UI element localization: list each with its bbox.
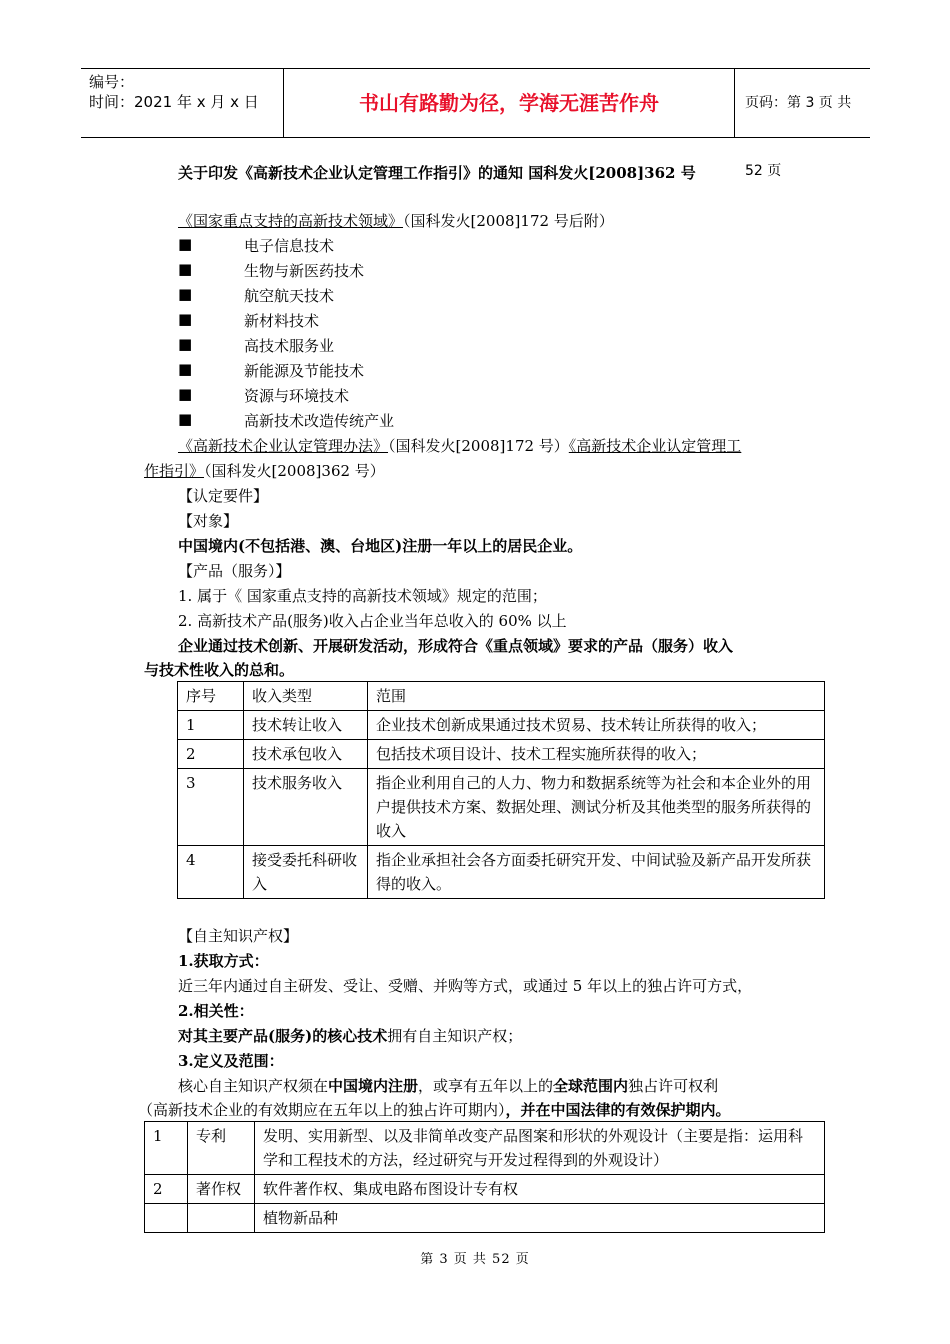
domains-note: （国科发火[2008]172 号后附） [403, 212, 614, 230]
header-page-label: 页码：第 3 页 共 52 页 [745, 95, 852, 179]
table-cell: 企业技术创新成果通过技术贸易、技术转让所获得的收入； [368, 711, 825, 740]
domain-item: 新能源及节能技术 [244, 362, 365, 380]
table-cell: 1 [145, 1122, 188, 1175]
table-row [178, 769, 825, 846]
bullet-icon: ■ [178, 310, 193, 328]
table-cell: 2 [145, 1175, 188, 1204]
table-cell [188, 1204, 255, 1233]
ip-def-text: ，或享有五年以上的 [418, 1077, 554, 1095]
ip-definition-line-2 [138, 1099, 731, 1120]
domain-item: 电子信息技术 [244, 237, 335, 255]
table-cell: 包括技术项目设计、技术工程实施所获得的收入； [368, 740, 825, 769]
bullet-icon: ■ [178, 285, 193, 303]
product-heading: 【产品（服务）】 [178, 562, 291, 580]
income-definition-line-2: 与技术性收入的总和。 [144, 661, 295, 679]
domain-item: 高新技术改造传统产业 [244, 412, 395, 430]
ip-relevance-text [178, 1025, 522, 1046]
measures-reference [178, 435, 741, 456]
table-cell: 软件著作权、集成电路布图设计专有权 [255, 1175, 825, 1204]
product-item-2: 2. 高新技术产品(服务)收入占企业当年总收入的 60% 以上 [178, 612, 567, 630]
guide-reference [144, 460, 385, 481]
page-footer: 第 3 页 共 52 页 [420, 1252, 530, 1267]
ip-table [144, 1121, 825, 1233]
table-cell: 植物新品种 [255, 1204, 825, 1233]
product-item-1: 1. 属于《 国家重点支持的高新技术领域》规定的范围； [178, 587, 547, 605]
header-cell: 序号 [178, 682, 244, 711]
bullet-icon: ■ [178, 335, 193, 353]
measures-note: （国科发火[2008]172 号） [388, 437, 569, 455]
ip-def-text: （高新技术企业的有效期应在五年以上的独占许可期内） [138, 1101, 506, 1119]
guide-note: （国科发火[2008]362 号） [204, 462, 385, 480]
table-cell: 著作权 [188, 1175, 255, 1204]
table-header-row [178, 682, 825, 711]
table-cell: 指企业利用自己的人力、物力和数据系统等为社会和本企业外的用户提供技术方案、数据处理、测试分析及其他类型的服务所获得的收入 [368, 769, 825, 846]
domain-item: 高技术服务业 [244, 337, 335, 355]
table-cell: 技术承包收入 [244, 740, 368, 769]
header-meta [81, 69, 283, 137]
header-motto: 书山有路勤为径，学海无涯苦作舟 [283, 69, 735, 137]
table-cell [145, 1204, 188, 1233]
table-cell: 技术转让收入 [244, 711, 368, 740]
bullet-icon: ■ [178, 260, 193, 278]
ip-definition-line-1 [178, 1075, 718, 1096]
table-row [178, 740, 825, 769]
table-row [178, 711, 825, 740]
ip-acquisition-heading: 1.获取方式： [178, 952, 269, 970]
ip-relevance-bold: 对其主要产品(服务)的核心技术 [178, 1027, 388, 1045]
header-cell: 范围 [368, 682, 825, 711]
table-cell: 3 [178, 769, 244, 846]
bullet-icon: ■ [178, 410, 193, 428]
table-cell: 接受委托科研收入 [244, 846, 368, 899]
bullet-icon: ■ [178, 385, 193, 403]
ip-def-text: 独占许可权利 [628, 1077, 719, 1095]
date-label: 时间：2021 年 x 月 x 日 [89, 93, 259, 111]
ip-def-bold: 中国境内注册 [328, 1077, 419, 1095]
ip-def-text: 核心自主知识产权须在 [178, 1077, 329, 1095]
header-cell: 收入类型 [244, 682, 368, 711]
table-row [178, 846, 825, 899]
ip-relevance-rest: 拥有自主知识产权； [387, 1027, 523, 1045]
requirements-heading: 【认定要件】 [178, 487, 269, 505]
bullet-icon: ■ [178, 360, 193, 378]
guide-link-cont[interactable]: 作指引》 [144, 462, 205, 480]
table-row [145, 1122, 825, 1175]
ip-heading: 【自主知识产权】 [178, 927, 299, 945]
number-label: 编号： [89, 73, 135, 91]
object-text: 中国境内(不包括港、澳、台地区)注册一年以上的居民企业。 [178, 537, 583, 555]
guide-link[interactable]: 《高新技术企业认定管理工 [568, 437, 742, 455]
domain-item: 资源与环境技术 [244, 387, 350, 405]
object-heading: 【对象】 [178, 512, 239, 530]
table-cell: 指企业承担社会各方面委托研究开发、中间试验及新产品开发所获得的收入。 [368, 846, 825, 899]
domains-reference [178, 210, 614, 231]
domain-item: 新材料技术 [244, 312, 320, 330]
table-cell: 发明、实用新型、以及非简单改变产品图案和形状的外观设计（主要是指：运用科学和工程技术的方法，经过研究与开发过程得到的外观设计） [255, 1122, 825, 1175]
table-row [145, 1175, 825, 1204]
domain-item: 航空航天技术 [244, 287, 335, 305]
domains-link[interactable]: 《国家重点支持的高新技术领域》 [178, 212, 404, 230]
ip-def-bold: ，并在中国法律的有效保护期内。 [505, 1101, 731, 1119]
table-cell: 4 [178, 846, 244, 899]
ip-relevance-heading: 2.相关性： [178, 1002, 254, 1020]
ip-def-bold: 全球范围内 [553, 1077, 629, 1095]
document-title: 关于印发《高新技术企业认定管理工作指引》的通知 国科发火[2008]362 号 [178, 164, 696, 182]
table-cell: 1 [178, 711, 244, 740]
table-cell: 专利 [188, 1122, 255, 1175]
ip-acquisition-text: 近三年内通过自主研发、受让、受赠、并购等方式，或通过 5 年以上的独占许可方式， [178, 977, 753, 995]
bullet-icon: ■ [178, 235, 193, 253]
ip-definition-heading: 3.定义及范围： [178, 1052, 284, 1070]
domain-item: 生物与新医药技术 [244, 262, 365, 280]
income-definition-line-1: 企业通过技术创新、开展研发活动，形成符合《重点领域》要求的产品（服务）收入 [178, 637, 734, 655]
income-table [177, 681, 825, 899]
table-row [145, 1204, 825, 1233]
table-cell: 2 [178, 740, 244, 769]
table-cell: 技术服务收入 [244, 769, 368, 846]
measures-link[interactable]: 《高新技术企业认定管理办法》 [178, 437, 389, 455]
